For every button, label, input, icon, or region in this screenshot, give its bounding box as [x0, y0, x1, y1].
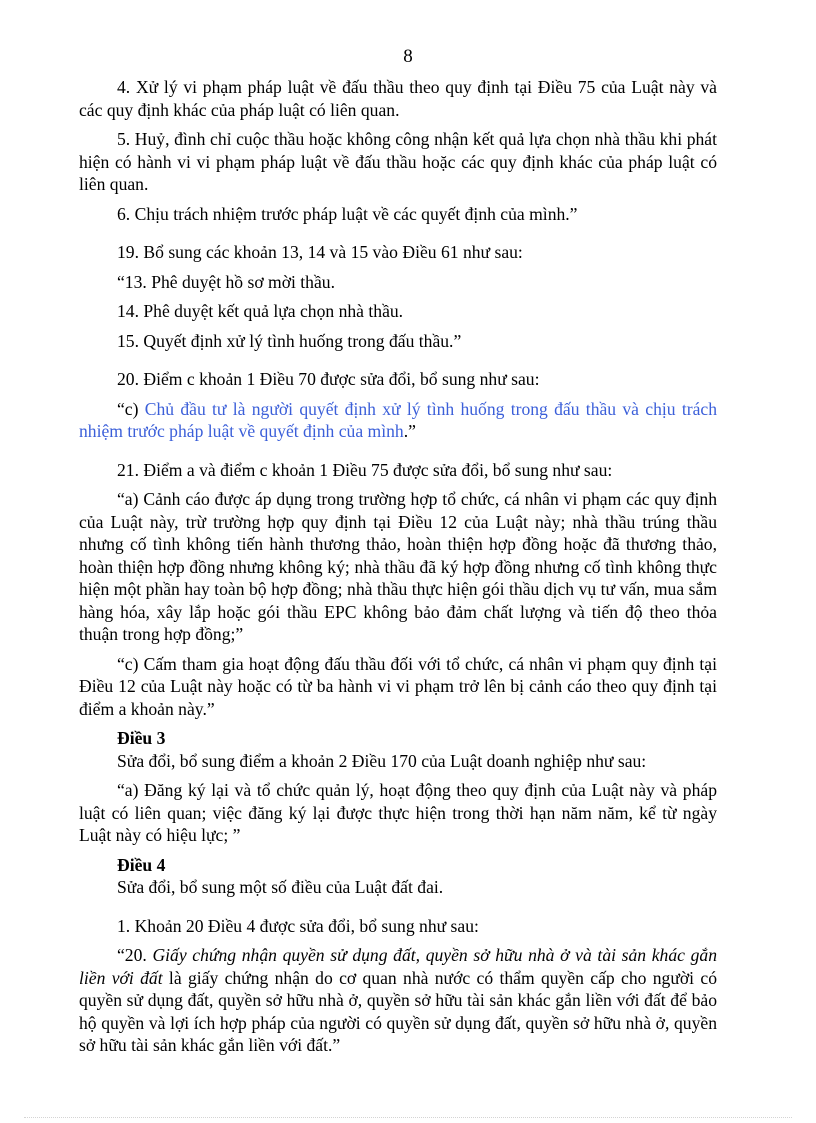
- definition-text: là giấy chứng nhận do cơ quan nhà nước có thẩm quyền cấp cho người có quyền sử dụng đất, quyền sở hữu nhà ở, quyền sở hữu tài sản khác gắn liền với đất để bảo hộ quyền và lợi ích hợp pháp của người có quyền sử dụng đất, quyền sở hữu nhà ở, quyền sở hữu tài sản khác gắn liền với đất.”: [79, 967, 718, 1055]
- paragraph-point-c-art70: [79, 398, 717, 443]
- paragraph-point-c-art75: “c) Cấm tham gia hoạt động đấu thầu đối với tổ chức, cá nhân vi phạm quy định tại Điều 12 của Luật này hoặc có từ ba hành vi vi phạm trở lên bị cảnh cáo theo quy định tại điểm a khoản này.”: [79, 653, 717, 719]
- page-bottom-border: [24, 1117, 792, 1118]
- article-3-intro: Sửa đổi, bổ sung điểm a khoản 2 Điều 170 của Luật doanh nghiệp như sau:: [117, 750, 647, 771]
- paragraph-section-19: 19. Bổ sung các khoản 13, 14 và 15 vào Điều 61 như sau:: [117, 242, 523, 262]
- article-4-heading: Điều 4: [117, 854, 166, 875]
- article-4-clause-1: 1. Khoản 20 Điều 4 được sửa đổi, bổ sung như sau:: [117, 915, 479, 936]
- quote-open: “c): [117, 398, 145, 419]
- paragraph-section-21: 21. Điểm a và điểm c khoản 1 Điều 75 được sửa đổi, bổ sung như sau:: [117, 459, 613, 480]
- article-4-intro: Sửa đổi, bổ sung một số điều của Luật đất đai.: [117, 877, 444, 897]
- paragraph-clause-15: 15. Quyết định xử lý tình huống trong đấu thầu.”: [117, 330, 462, 351]
- paragraph-item-5: 5. Huỷ, đình chỉ cuộc thầu hoặc không công nhận kết quả lựa chọn nhà thầu khi phát hiện có hành vi vi phạm pháp luật về đấu thầu hoặc các quy định khác của pháp luật có liên quan.: [79, 129, 717, 194]
- document-body: [79, 76, 717, 1064]
- quote-close: .”: [403, 421, 416, 441]
- article-4-clause-20-text: [79, 944, 717, 1057]
- page-number: 8: [403, 46, 413, 67]
- defined-term: Giấy chứng nhận quyền sử dụng đất, quyền sở hữu nhà ở và tài sản khác gắn liền với đất: [79, 945, 717, 988]
- paragraph-item-6: 6. Chịu trách nhiệm trước pháp luật về các quyết định của mình.”: [117, 203, 578, 224]
- paragraph-section-20: 20. Điểm c khoản 1 Điều 70 được sửa đổi, bổ sung như sau:: [117, 369, 540, 389]
- paragraph-clause-14: 14. Phê duyệt kết quả lựa chọn nhà thầu.: [117, 301, 404, 321]
- quote-open: “20.: [117, 945, 153, 965]
- article-3-heading: Điều 3: [117, 728, 166, 748]
- paragraph-clause-13: “13. Phê duyệt hồ sơ mời thầu.: [117, 271, 335, 292]
- highlighted-text: Chủ đầu tư là người quyết định xử lý tình huống trong đấu thầu và chịu trách nhiệm trước pháp luật về quyết định của mình: [79, 398, 717, 441]
- paragraph-point-a-art75: “a) Cảnh cáo được áp dụng trong trường hợp tổ chức, cá nhân vi phạm các quy định của Luật này, trừ trường hợp quy định tại Điều 12 của Luật này; nhà thầu trúng thầu nhưng cố tình không tiến hành thương thảo, hoàn thiện hợp đồng hoặc đã thương thảo, hoàn thiện hợp đồng nhưng không ký; nhà thầu đã ký hợp đồng nhưng cố tình không thực hiện một phần hay toàn bộ hợp đồng; nhà thầu thực hiện gói thầu dịch vụ tư vấn, mua sắm hàng hóa, xây lắp hoặc gói thầu EPC không bảo đảm chất lượng và tiến độ theo thỏa thuận trong hợp đồng;”: [79, 489, 717, 644]
- paragraph-item-4: 4. Xử lý vi phạm pháp luật về đấu thầu theo quy định tại Điều 75 của Luật này và các quy định khác của pháp luật có liên quan.: [79, 77, 717, 120]
- article-3-point-a: “a) Đăng ký lại và tổ chức quản lý, hoạt động theo quy định của Luật này và pháp luật có liên quan; việc đăng ký lại được thực hiện trong thời hạn năm năm, kể từ ngày Luật này có hiệu lực; ”: [79, 780, 717, 845]
